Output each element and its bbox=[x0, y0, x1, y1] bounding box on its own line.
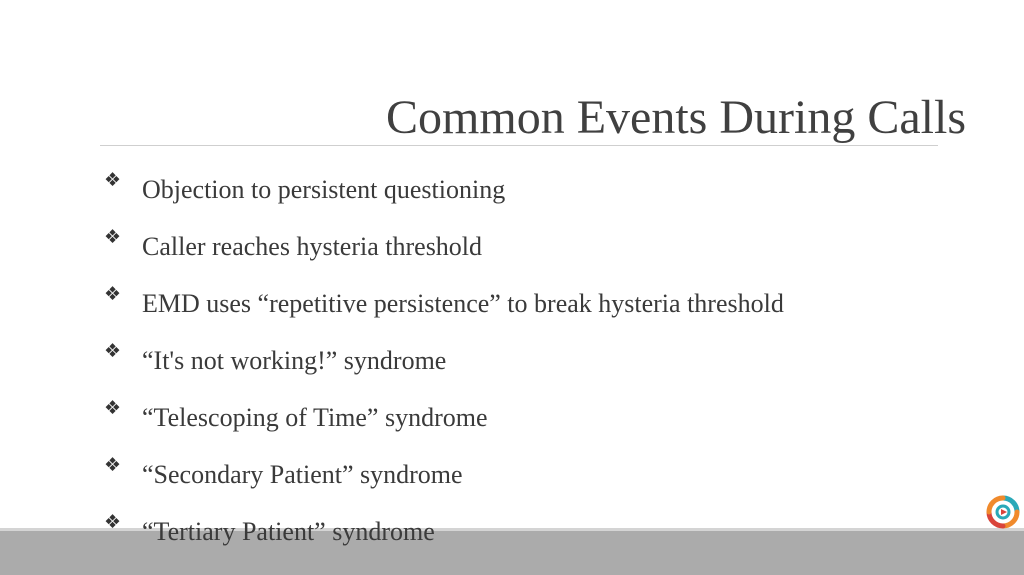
list-item bbox=[104, 396, 784, 453]
list-item bbox=[104, 453, 784, 510]
bullet-text: “Telescoping of Time” syndrome bbox=[142, 403, 488, 432]
list-item bbox=[104, 168, 784, 225]
bullet-list bbox=[104, 168, 784, 567]
bullet-text: “Secondary Patient” syndrome bbox=[142, 460, 463, 489]
diamond-bullet-icon: ❖ bbox=[104, 283, 122, 305]
diamond-bullet-icon: ❖ bbox=[104, 169, 122, 191]
bullet-text: Caller reaches hysteria threshold bbox=[142, 232, 483, 261]
bullet-text: Objection to persistent questioning bbox=[142, 175, 506, 204]
list-item bbox=[104, 510, 784, 567]
diamond-bullet-icon: ❖ bbox=[104, 511, 122, 533]
logo-icon bbox=[986, 495, 1020, 529]
list-item bbox=[104, 339, 784, 396]
bullet-text: EMD uses “repetitive persistence” to break hysteria threshold bbox=[142, 289, 784, 318]
bullet-text: “It's not working!” syndrome bbox=[142, 346, 447, 375]
diamond-bullet-icon: ❖ bbox=[104, 226, 122, 248]
bullet-text: “Tertiary Patient” syndrome bbox=[142, 517, 435, 546]
diamond-bullet-icon: ❖ bbox=[104, 454, 122, 476]
title-divider bbox=[100, 145, 938, 146]
diamond-bullet-icon: ❖ bbox=[104, 340, 122, 362]
diamond-bullet-icon: ❖ bbox=[104, 397, 122, 419]
slide-title: Common Events During Calls bbox=[386, 91, 966, 144]
list-item bbox=[104, 282, 784, 339]
list-item bbox=[104, 225, 784, 282]
